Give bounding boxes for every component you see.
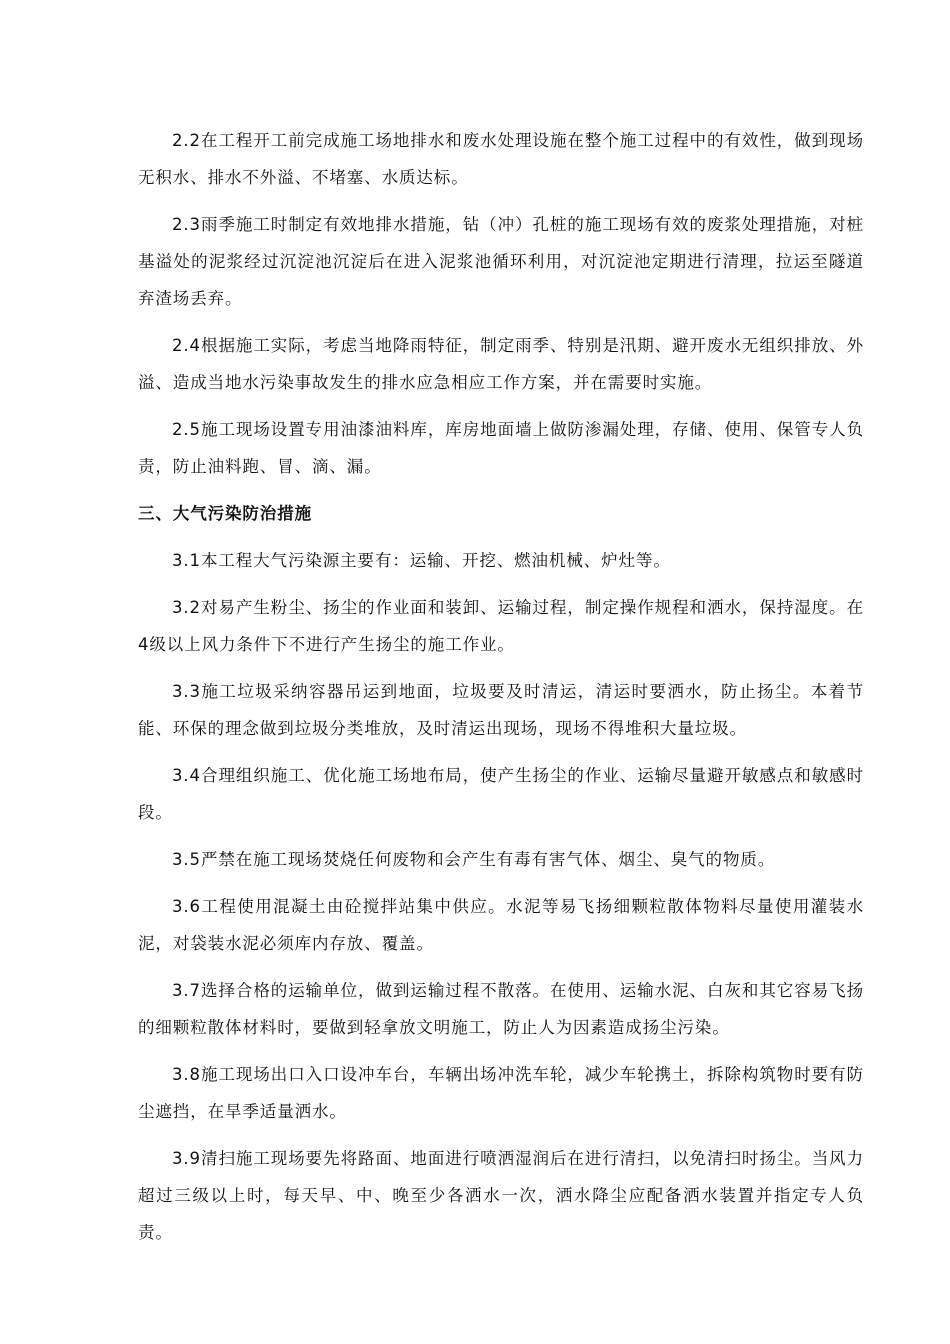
paragraph-2-3: 2.3雨季施工时制定有效地排水措施，钻（冲）孔桩的施工现场有效的废浆处理措施，对桩基溢处的泥浆经过沉淀池沉淀后在进入泥浆池循环利用，对沉淀池定期进行清理，拉运至隧道弃渣场丢弃。 [138, 215, 864, 308]
section-heading-air-pollution: 三、大气污染防治措施 [138, 504, 312, 523]
paragraph-3-8: 3.8施工现场出口入口设冲车台，车辆出场冲洗车轮，减少车轮携土，拆除构筑物时要有防尘遮挡，在旱季适量洒水。 [138, 1065, 864, 1121]
paragraph-2-5: 2.5施工现场设置专用油漆油料库，库房地面墙上做防渗漏处理，存储、使用、保管专人负责，防止油料跑、冒、滴、漏。 [138, 420, 864, 476]
document-body [138, 122, 864, 1261]
paragraph-3-2: 3.2对易产生粉尘、扬尘的作业面和装卸、运输过程，制定操作规程和洒水，保持湿度。在4级以上风力条件下不进行产生扬尘的施工作业。 [138, 598, 864, 654]
paragraph-2-2: 2.2在工程开工前完成施工场地排水和废水处理设施在整个施工过程中的有效性，做到现场无积水、排水不外溢、不堵塞、水质达标。 [138, 131, 864, 187]
paragraph-3-4: 3.4合理组织施工、优化施工场地布局，使产生扬尘的作业、运输尽量避开敏感点和敏感时段。 [138, 766, 864, 822]
paragraph-3-3: 3.3施工垃圾采纳容器吊运到地面，垃圾要及时清运，清运时要洒水，防止扬尘。本着节能、环保的理念做到垃圾分类堆放，及时清运出现场，现场不得堆积大量垃圾。 [138, 682, 864, 738]
paragraph-3-9: 3.9清扫施工现场要先将路面、地面进行喷洒湿润后在进行清扫，以免清扫时扬尘。当风力超过三级以上时，每天早、中、晚至少各洒水一次，洒水降尘应配备洒水装置并指定专人负责。 [138, 1149, 864, 1242]
paragraph-3-6: 3.6工程使用混凝土由砼搅拌站集中供应。水泥等易飞扬细颗粒散体物料尽量使用灌装水泥，对袋装水泥必须库内存放、覆盖。 [138, 897, 864, 953]
paragraph-2-4: 2.4根据施工实际，考虑当地降雨特征，制定雨季、特别是汛期、避开废水无组织排放、外溢、造成当地水污染事故发生的排水应急相应工作方案，并在需要时实施。 [138, 336, 864, 392]
paragraph-3-5: 3.5严禁在施工现场焚烧任何废物和会产生有毒有害气体、烟尘、臭气的物质。 [172, 850, 776, 869]
paragraph-3-7: 3.7选择合格的运输单位，做到运输过程不散落。在使用、运输水泥、白灰和其它容易飞扬的细颗粒散体材料时，要做到轻拿放文明施工，防止人为因素造成扬尘污染。 [138, 981, 864, 1037]
paragraph-3-1: 3.1本工程大气污染源主要有：运输、开挖、燃油机械、炉灶等。 [172, 551, 671, 570]
